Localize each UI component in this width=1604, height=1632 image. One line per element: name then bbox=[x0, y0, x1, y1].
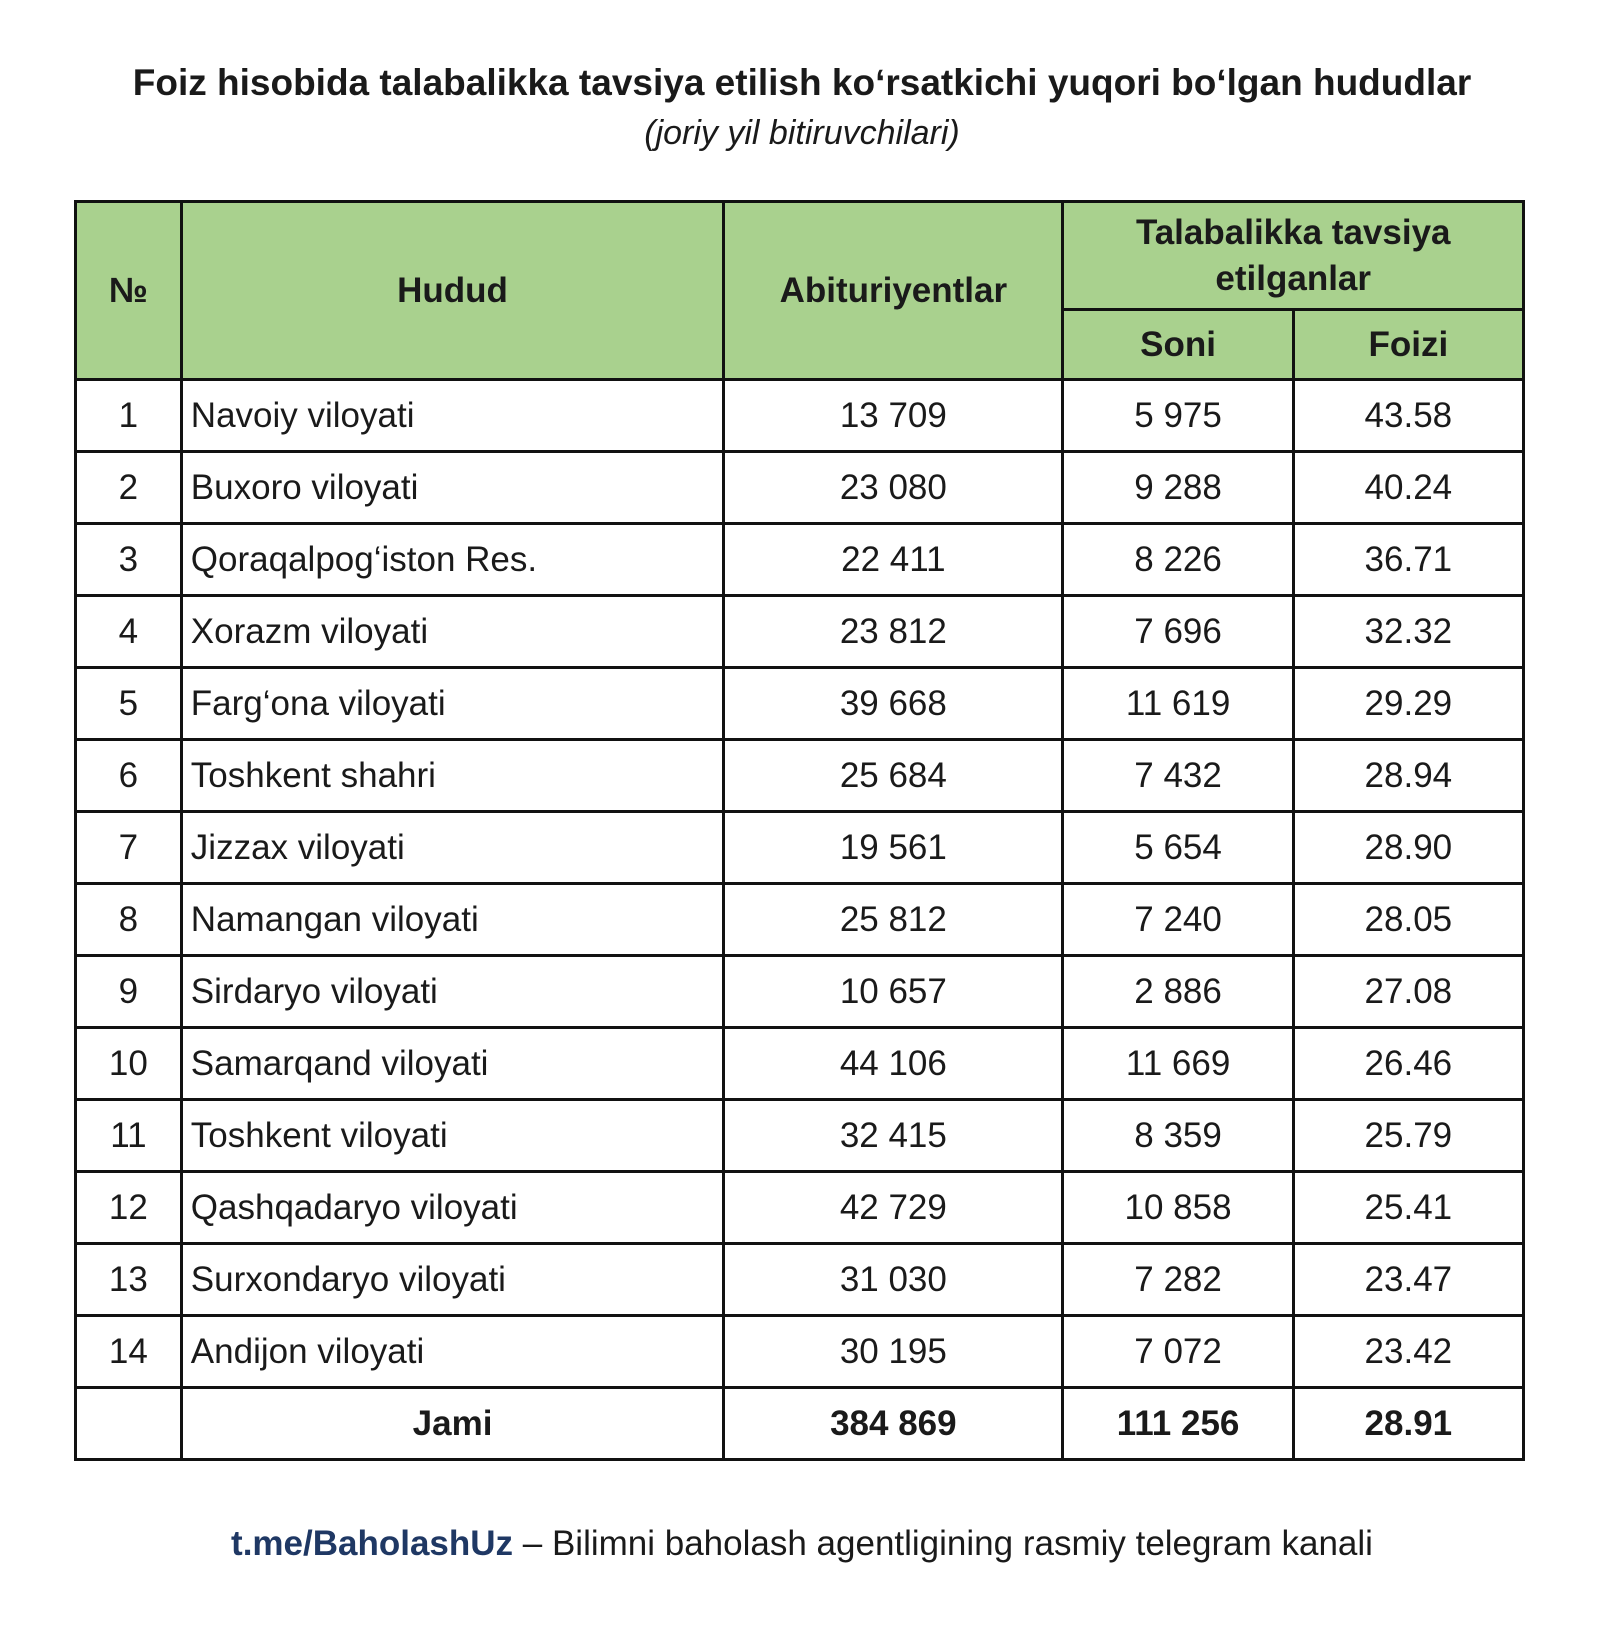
row-percent: 25.41 bbox=[1293, 1172, 1523, 1244]
row-applicants: 13 709 bbox=[724, 380, 1063, 452]
row-num: 13 bbox=[76, 1244, 182, 1316]
row-num: 2 bbox=[76, 452, 182, 524]
row-num: 3 bbox=[76, 524, 182, 596]
row-region: Toshkent shahri bbox=[181, 740, 723, 812]
row-num: 10 bbox=[76, 1028, 182, 1100]
row-percent: 28.90 bbox=[1293, 812, 1523, 884]
table-row bbox=[76, 956, 1524, 1028]
row-percent: 28.05 bbox=[1293, 884, 1523, 956]
footer-text: – Bilimni baholash agentligining rasmiy telegram kanali bbox=[513, 1524, 1373, 1563]
row-percent: 40.24 bbox=[1293, 452, 1523, 524]
table-row bbox=[76, 1028, 1524, 1100]
row-count: 7 072 bbox=[1063, 1316, 1293, 1388]
row-region: Farg‘ona viloyati bbox=[181, 668, 723, 740]
row-num: 4 bbox=[76, 596, 182, 668]
row-num: 6 bbox=[76, 740, 182, 812]
row-num: 5 bbox=[76, 668, 182, 740]
row-count: 7 282 bbox=[1063, 1244, 1293, 1316]
row-percent: 36.71 bbox=[1293, 524, 1523, 596]
table-row bbox=[76, 668, 1524, 740]
row-region: Sirdaryo viloyati bbox=[181, 956, 723, 1028]
row-region: Andijon viloyati bbox=[181, 1316, 723, 1388]
row-count: 9 288 bbox=[1063, 452, 1293, 524]
row-applicants: 25 812 bbox=[724, 884, 1063, 956]
row-count: 8 359 bbox=[1063, 1100, 1293, 1172]
row-count: 11 619 bbox=[1063, 668, 1293, 740]
page-title: Foiz hisobida talabalikka tavsiya etilish ko‘rsatkichi yuqori bo‘lgan hududlar bbox=[132, 62, 1472, 103]
row-applicants: 10 657 bbox=[724, 956, 1063, 1028]
total-num bbox=[76, 1388, 182, 1460]
table-row bbox=[76, 1244, 1524, 1316]
total-label: Jami bbox=[181, 1388, 723, 1460]
row-percent: 23.42 bbox=[1293, 1316, 1523, 1388]
row-percent: 32.32 bbox=[1293, 596, 1523, 668]
row-region: Qoraqalpog‘iston Res. bbox=[181, 524, 723, 596]
header-region: Hudud bbox=[181, 202, 723, 380]
row-region: Qashqadaryo viloyati bbox=[181, 1172, 723, 1244]
row-num: 1 bbox=[76, 380, 182, 452]
row-region: Toshkent viloyati bbox=[181, 1100, 723, 1172]
row-num: 7 bbox=[76, 812, 182, 884]
header-recommended: Talabalikka tavsiya etilganlar bbox=[1063, 202, 1524, 310]
table-row bbox=[76, 1172, 1524, 1244]
row-applicants: 19 561 bbox=[724, 812, 1063, 884]
table-row bbox=[76, 740, 1524, 812]
row-count: 2 886 bbox=[1063, 956, 1293, 1028]
total-applicants: 384 869 bbox=[724, 1388, 1063, 1460]
row-applicants: 22 411 bbox=[724, 524, 1063, 596]
table-row bbox=[76, 452, 1524, 524]
row-percent: 43.58 bbox=[1293, 380, 1523, 452]
row-applicants: 44 106 bbox=[724, 1028, 1063, 1100]
table-row bbox=[76, 524, 1524, 596]
row-region: Buxoro viloyati bbox=[181, 452, 723, 524]
header-count: Soni bbox=[1063, 310, 1293, 380]
row-applicants: 23 080 bbox=[724, 452, 1063, 524]
header-applicants: Abituriyentlar bbox=[724, 202, 1063, 380]
total-row bbox=[76, 1388, 1524, 1460]
table-row bbox=[76, 812, 1524, 884]
telegram-link[interactable]: t.me/BaholashUz bbox=[231, 1524, 514, 1563]
row-percent: 28.94 bbox=[1293, 740, 1523, 812]
row-percent: 25.79 bbox=[1293, 1100, 1523, 1172]
regions-table bbox=[74, 200, 1525, 1461]
total-count: 111 256 bbox=[1063, 1388, 1293, 1460]
row-applicants: 25 684 bbox=[724, 740, 1063, 812]
row-percent: 27.08 bbox=[1293, 956, 1523, 1028]
table-row bbox=[76, 380, 1524, 452]
row-count: 7 696 bbox=[1063, 596, 1293, 668]
row-percent: 23.47 bbox=[1293, 1244, 1523, 1316]
row-count: 7 432 bbox=[1063, 740, 1293, 812]
row-count: 5 975 bbox=[1063, 380, 1293, 452]
row-count: 7 240 bbox=[1063, 884, 1293, 956]
row-region: Namangan viloyati bbox=[181, 884, 723, 956]
page-subtitle: (joriy yil bitiruvchilari) bbox=[644, 114, 960, 152]
total-percent: 28.91 bbox=[1293, 1388, 1523, 1460]
row-count: 8 226 bbox=[1063, 524, 1293, 596]
row-num: 9 bbox=[76, 956, 182, 1028]
row-applicants: 23 812 bbox=[724, 596, 1063, 668]
row-applicants: 31 030 bbox=[724, 1244, 1063, 1316]
row-percent: 29.29 bbox=[1293, 668, 1523, 740]
row-num: 11 bbox=[76, 1100, 182, 1172]
row-region: Xorazm viloyati bbox=[181, 596, 723, 668]
table-row bbox=[76, 596, 1524, 668]
row-region: Samarqand viloyati bbox=[181, 1028, 723, 1100]
table-row bbox=[76, 884, 1524, 956]
row-percent: 26.46 bbox=[1293, 1028, 1523, 1100]
footer bbox=[0, 1524, 1604, 1564]
row-region: Jizzax viloyati bbox=[181, 812, 723, 884]
table-row bbox=[76, 1100, 1524, 1172]
row-applicants: 39 668 bbox=[724, 668, 1063, 740]
header-num: № bbox=[76, 202, 182, 380]
row-applicants: 32 415 bbox=[724, 1100, 1063, 1172]
row-count: 5 654 bbox=[1063, 812, 1293, 884]
row-applicants: 42 729 bbox=[724, 1172, 1063, 1244]
header-percent: Foizi bbox=[1293, 310, 1523, 380]
row-applicants: 30 195 bbox=[724, 1316, 1063, 1388]
row-num: 8 bbox=[76, 884, 182, 956]
row-region: Surxondaryo viloyati bbox=[181, 1244, 723, 1316]
row-region: Navoiy viloyati bbox=[181, 380, 723, 452]
table-row bbox=[76, 1316, 1524, 1388]
row-count: 11 669 bbox=[1063, 1028, 1293, 1100]
row-num: 14 bbox=[76, 1316, 182, 1388]
row-num: 12 bbox=[76, 1172, 182, 1244]
row-count: 10 858 bbox=[1063, 1172, 1293, 1244]
